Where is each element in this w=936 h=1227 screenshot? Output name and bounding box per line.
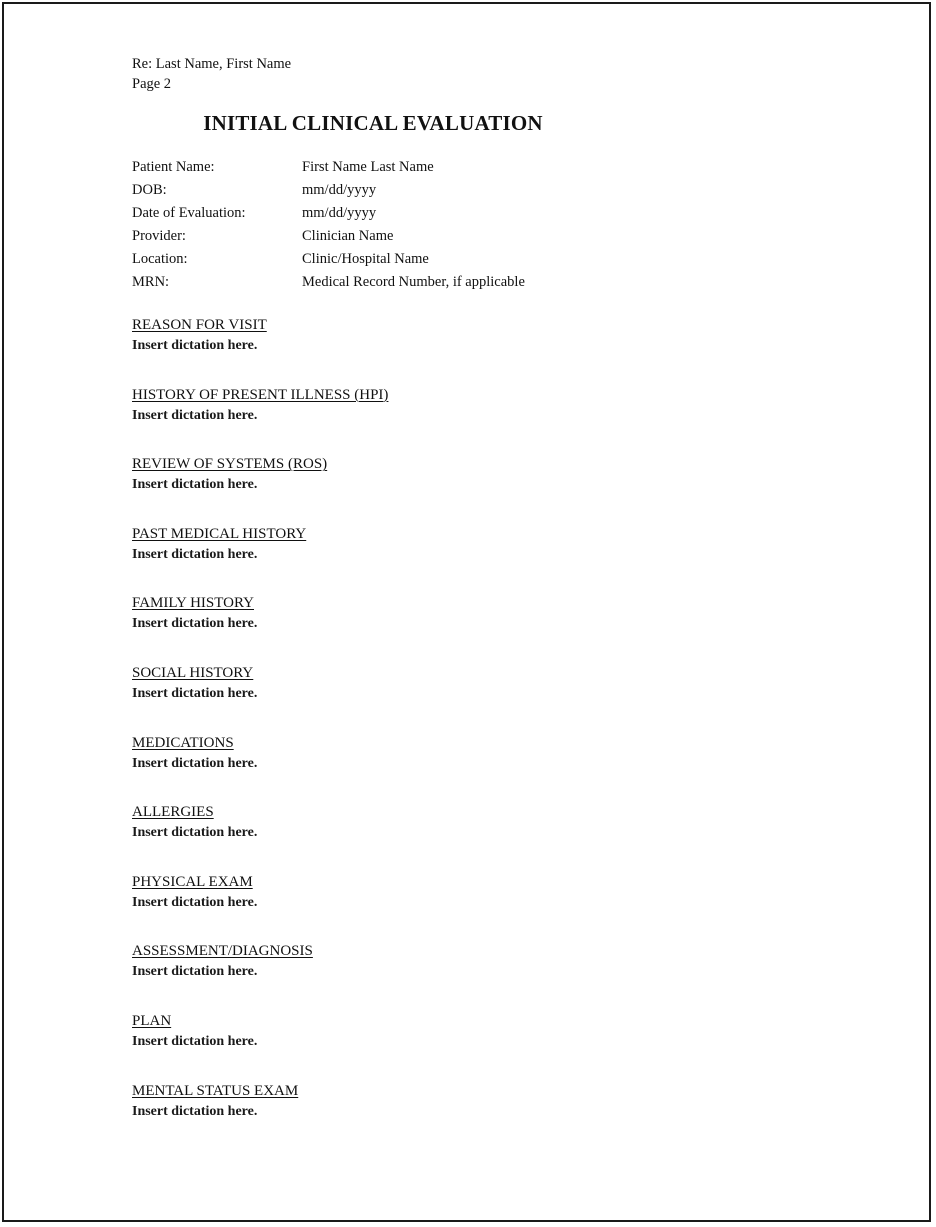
section-body: Insert dictation here. — [132, 546, 258, 562]
section-body: Insert dictation here. — [132, 964, 258, 980]
section-heading: PHYSICAL EXAM — [132, 873, 253, 890]
mrn-value: Medical Record Number, if applicable — [302, 274, 525, 290]
section-body: Insert dictation here. — [132, 685, 258, 701]
provider-value: Clinician Name — [302, 228, 394, 244]
section-body: Insert dictation here. — [132, 407, 258, 423]
section-heading: SOCIAL HISTORY — [132, 664, 254, 681]
section-medications — [132, 732, 852, 802]
section-body: Insert dictation here. — [132, 755, 258, 771]
section-body: Insert dictation here. — [132, 477, 258, 493]
section-family-history — [132, 592, 852, 662]
document-title: INITIAL CLINICAL EVALUATION — [203, 111, 543, 135]
section-body: Insert dictation here. — [132, 1033, 258, 1049]
section-body: Insert dictation here. — [132, 338, 258, 353]
provider-label: Provider: — [132, 228, 186, 244]
section-body: Insert dictation here. — [132, 1103, 258, 1119]
section-heading: PAST MEDICAL HISTORY — [132, 525, 307, 542]
section-history-of-present-illness — [132, 384, 852, 454]
location-label: Location: — [132, 251, 188, 267]
section-body: Insert dictation here. — [132, 616, 258, 632]
section-heading: MENTAL STATUS EXAM — [132, 1082, 299, 1099]
section-allergies — [132, 801, 852, 871]
dob-label: DOB: — [132, 182, 167, 198]
document-content — [132, 54, 852, 1149]
section-assessment-diagnosis — [132, 940, 852, 1010]
section-heading: FAMILY HISTORY — [132, 595, 254, 612]
section-heading: HISTORY OF PRESENT ILLNESS (HPI) — [132, 386, 389, 403]
section-body: Insert dictation here. — [132, 894, 258, 910]
patient-name-label: Patient Name: — [132, 159, 215, 175]
section-plan — [132, 1010, 852, 1080]
date-of-evaluation-label: Date of Evaluation: — [132, 205, 246, 221]
section-past-medical-history — [132, 523, 852, 593]
section-mental-status-exam — [132, 1080, 852, 1150]
section-reason-for-visit — [132, 314, 852, 384]
patient-name-value: First Name Last Name — [302, 159, 434, 175]
patient-info-table — [132, 156, 525, 294]
re-line: Re: Last Name, First Name — [132, 56, 292, 72]
evaluation-sections — [132, 314, 852, 1149]
location-value: Clinic/Hospital Name — [302, 251, 429, 267]
section-heading: ASSESSMENT/DIAGNOSIS — [132, 943, 313, 960]
page-number: Page 2 — [132, 76, 172, 92]
patient-info-row — [132, 179, 525, 202]
patient-info-row — [132, 271, 525, 294]
document-page — [2, 2, 931, 1222]
patient-info-row — [132, 202, 525, 225]
section-heading: MEDICATIONS — [132, 734, 234, 751]
section-body: Insert dictation here. — [132, 825, 258, 841]
section-review-of-systems — [132, 453, 852, 523]
section-social-history — [132, 662, 852, 732]
section-heading: PLAN — [132, 1012, 172, 1029]
section-physical-exam — [132, 871, 852, 941]
patient-info-row — [132, 225, 525, 248]
mrn-label: MRN: — [132, 274, 170, 290]
section-heading: REASON FOR VISIT — [132, 317, 267, 333]
date-of-evaluation-value: mm/dd/yyyy — [302, 205, 377, 221]
dob-value: mm/dd/yyyy — [302, 182, 377, 198]
patient-info-row — [132, 248, 525, 271]
patient-info-row — [132, 156, 525, 179]
section-heading: REVIEW OF SYSTEMS (ROS) — [132, 456, 328, 473]
section-heading: ALLERGIES — [132, 804, 214, 821]
